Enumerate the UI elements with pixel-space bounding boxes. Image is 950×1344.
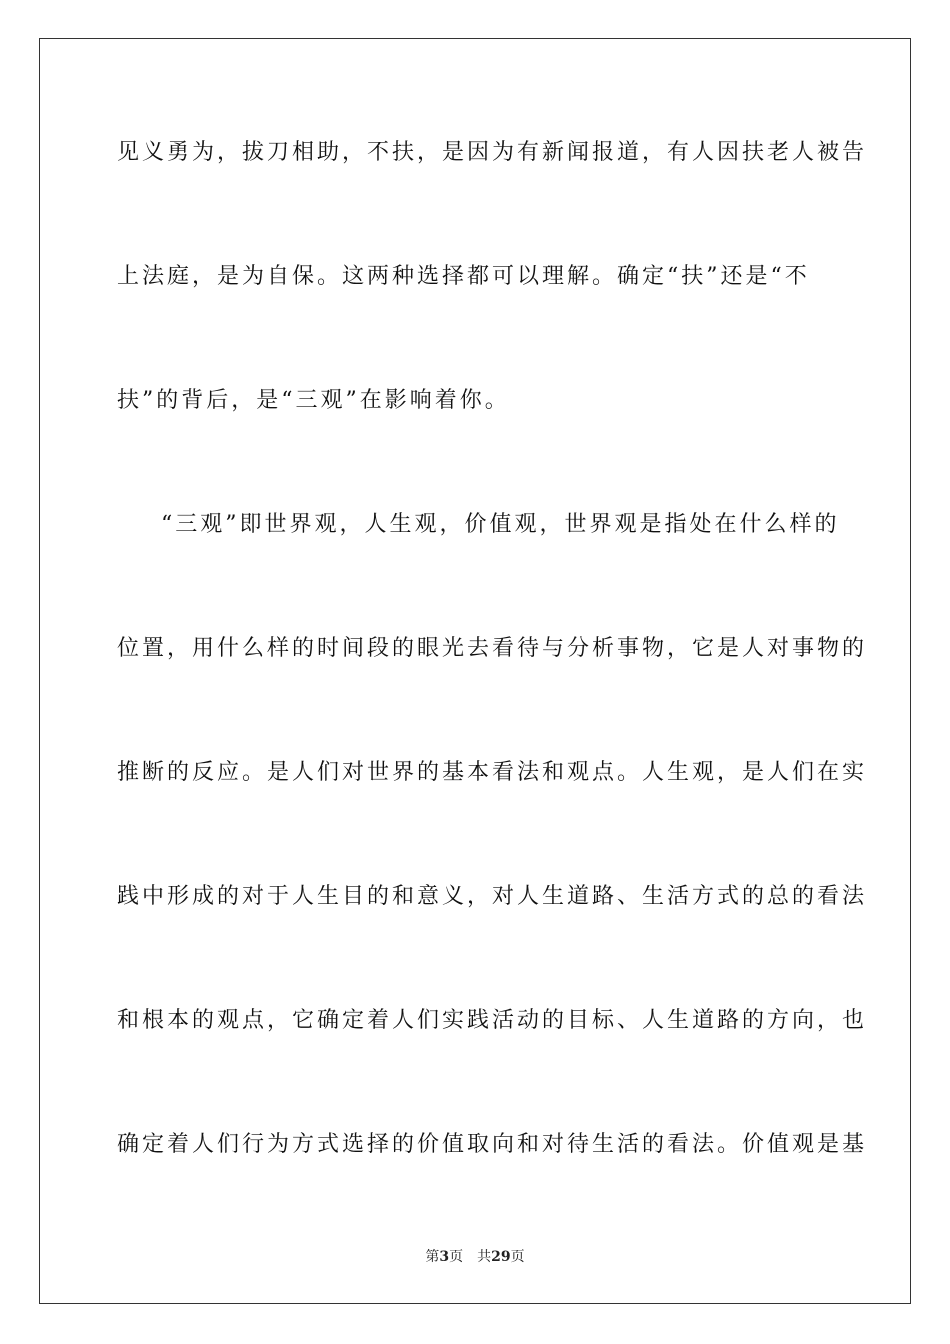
body-text-line: 见义勇为，拔刀相助，不扶，是因为有新闻报道，有人因扶老人被告	[117, 140, 868, 165]
footer-page-number: 3	[439, 1249, 450, 1265]
body-text-line: 和根本的观点，它确定着人们实践活动的目标、人生道路的方向，也	[117, 1008, 868, 1033]
footer-page-prefix: 第	[425, 1249, 440, 1265]
page-border	[39, 38, 911, 1304]
body-text-line: 位置，用什么样的时间段的眼光去看待与分析事物，它是人对事物的	[117, 636, 868, 661]
footer-page-suffix: 页	[449, 1249, 464, 1265]
body-text-line: 践中形成的对于人生目的和意义，对人生道路、生活方式的总的看法	[117, 884, 868, 909]
body-text-line: 上法庭，是为自保。这两种选择都可以理解。确定“扶”还是“不	[117, 264, 810, 289]
body-text-line: 推断的反应。是人们对世界的基本看法和观点。人生观，是人们在实	[117, 760, 868, 785]
body-text-line: 扶”的背后，是“三观”在影响着你。	[117, 388, 510, 413]
footer-total-pages: 29	[491, 1249, 511, 1265]
page-footer	[0, 1247, 950, 1267]
footer-total-prefix: 共	[477, 1249, 492, 1265]
footer-total-suffix: 页	[510, 1249, 525, 1265]
body-text-line: “三观”即世界观，人生观，价值观，世界观是指处在什么样的	[161, 512, 840, 537]
body-text-line: 确定着人们行为方式选择的价值取向和对待生活的看法。价值观是基	[117, 1132, 868, 1157]
